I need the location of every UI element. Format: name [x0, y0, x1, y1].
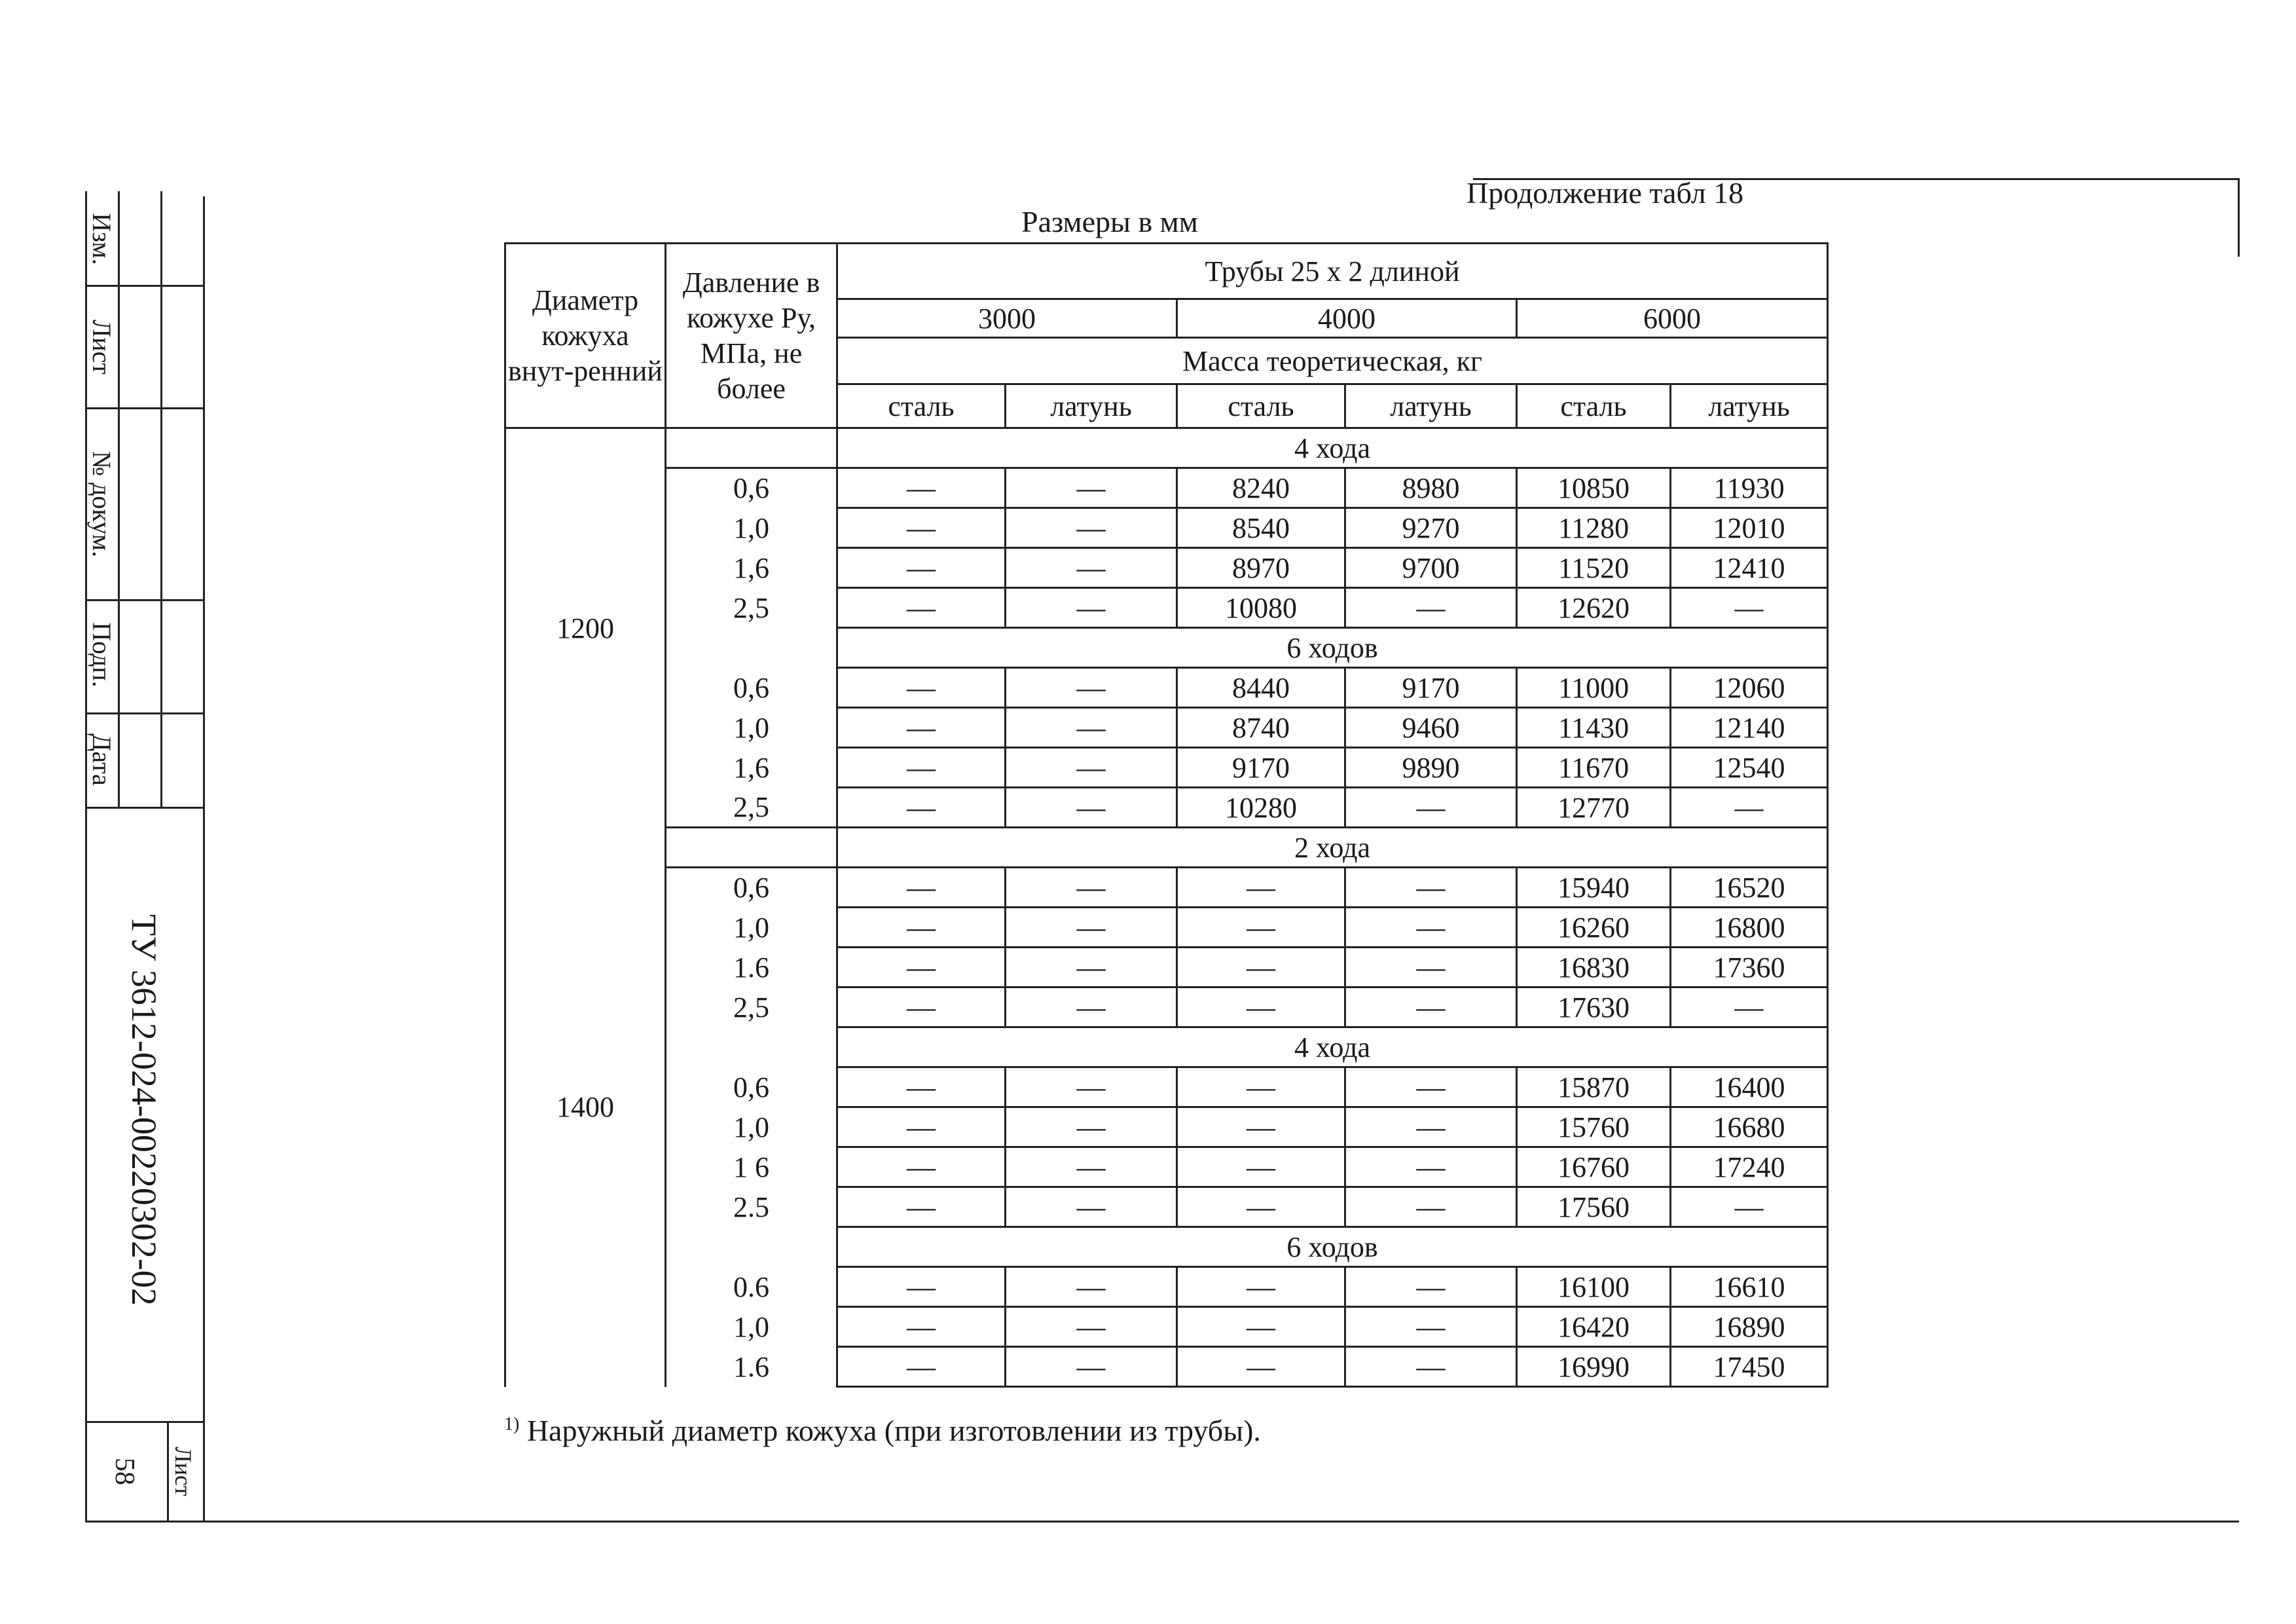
mass-cell: — [1006, 788, 1177, 828]
mass-cell: — [837, 548, 1006, 588]
mass-cell: 8970 [1177, 548, 1345, 588]
pressure-cell: 1 6 [666, 1147, 837, 1187]
table-row [505, 1067, 1828, 1107]
pressure-cell: 2,5 [666, 987, 837, 1027]
table-row [505, 508, 1828, 548]
stamp-date-label: Дата [87, 733, 117, 786]
pressure-cell: 2,5 [666, 588, 837, 628]
mass-table [504, 242, 1829, 1388]
mass-cell: 17560 [1517, 1187, 1671, 1227]
mass-cell: — [837, 708, 1006, 748]
pressure-cell: 1.6 [666, 1347, 837, 1387]
pressure-cell: 1.6 [666, 948, 837, 987]
mass-cell: 11670 [1517, 748, 1671, 788]
mass-cell: 10850 [1517, 468, 1671, 508]
mass-cell: — [1006, 1107, 1177, 1147]
mass-cell: — [1006, 948, 1177, 987]
shell-diameter-cell: 1200 [505, 428, 666, 828]
passes-label: 2 хода [837, 828, 1828, 868]
mass-cell: — [1177, 868, 1345, 908]
mass-cell: — [1006, 588, 1177, 628]
mass-cell: 17360 [1671, 948, 1828, 987]
mass-cell: — [1177, 1267, 1345, 1307]
table-row [505, 588, 1828, 628]
mass-cell: — [1345, 588, 1517, 628]
pressure-cell: 1,6 [666, 748, 837, 788]
mass-cell: 8540 [1177, 508, 1345, 548]
mass-cell: 15870 [1517, 1067, 1671, 1107]
pressure-cell: 0.6 [666, 1267, 837, 1307]
pressure-cell: 0,6 [666, 1067, 837, 1107]
mass-cell: — [837, 1067, 1006, 1107]
blank-cell [666, 628, 837, 668]
table-row [505, 468, 1828, 508]
mass-cell: 12620 [1517, 588, 1671, 628]
mass-cell: — [1345, 1267, 1517, 1307]
table-row [505, 1307, 1828, 1347]
mass-cell: 11000 [1517, 668, 1671, 708]
mass-cell: — [1006, 908, 1177, 948]
mass-cell: — [837, 668, 1006, 708]
mass-cell: — [1671, 987, 1828, 1027]
mass-cell: 16680 [1671, 1107, 1828, 1147]
mass-cell: 16990 [1517, 1347, 1671, 1387]
table-row [505, 708, 1828, 748]
mass-cell: — [1006, 668, 1177, 708]
material-header: латунь [1671, 384, 1828, 428]
column-header-tubes: Трубы 25 х 2 длиной [837, 244, 1828, 299]
mass-cell: — [1345, 987, 1517, 1027]
mass-cell: 12540 [1671, 748, 1828, 788]
mass-cell: 9890 [1345, 748, 1517, 788]
mass-cell: — [1345, 1347, 1517, 1387]
mass-cell: — [837, 1147, 1006, 1187]
mass-cell: — [1006, 508, 1177, 548]
mass-cell: — [1006, 548, 1177, 588]
pressure-cell: 1,0 [666, 508, 837, 548]
passes-label: 6 ходов [837, 628, 1828, 668]
mass-cell: 17450 [1671, 1347, 1828, 1387]
mass-cell: 15760 [1517, 1107, 1671, 1147]
mass-cell: 16520 [1671, 868, 1828, 908]
mass-cell: — [1177, 1347, 1345, 1387]
frame-right-line [2238, 178, 2240, 257]
table-row [505, 668, 1828, 708]
passes-group-row [505, 428, 1828, 468]
mass-cell: 9700 [1345, 548, 1517, 588]
table-row [505, 1107, 1828, 1147]
mass-cell: 16610 [1671, 1267, 1828, 1307]
mass-cell: — [1006, 1267, 1177, 1307]
pressure-cell: 1,0 [666, 1307, 837, 1347]
length-header-4000: 4000 [1177, 299, 1517, 338]
mass-cell: — [1006, 468, 1177, 508]
material-header: сталь [837, 384, 1006, 428]
mass-cell: 11280 [1517, 508, 1671, 548]
mass-cell: — [1345, 948, 1517, 987]
mass-cell: — [1177, 1147, 1345, 1187]
mass-cell: — [1006, 987, 1177, 1027]
mass-cell: 8740 [1177, 708, 1345, 748]
mass-cell: — [1177, 1307, 1345, 1347]
column-header-diameter: Диаметр кожуха внут-ренний [505, 244, 666, 428]
blank-cell [666, 828, 837, 868]
table-row [505, 908, 1828, 948]
mass-cell: 16400 [1671, 1067, 1828, 1107]
mass-cell: 11430 [1517, 708, 1671, 748]
mass-cell: 16100 [1517, 1267, 1671, 1307]
mass-cell: — [1006, 868, 1177, 908]
mass-cell: 12770 [1517, 788, 1671, 828]
mass-cell: — [837, 1107, 1006, 1147]
mass-cell: — [1006, 1067, 1177, 1107]
mass-cell: 10080 [1177, 588, 1345, 628]
passes-label: 6 ходов [837, 1227, 1828, 1267]
mass-cell: 10280 [1177, 788, 1345, 828]
mass-cell: — [837, 508, 1006, 548]
mass-cell: — [1006, 1187, 1177, 1227]
mass-cell: — [837, 1267, 1006, 1307]
mass-cell: 11930 [1671, 468, 1828, 508]
mass-cell: 8440 [1177, 668, 1345, 708]
mass-cell: — [1345, 1147, 1517, 1187]
shell-diameter-cell: 1400 [505, 828, 666, 1387]
mass-cell: 9170 [1345, 668, 1517, 708]
mass-cell: 16830 [1517, 948, 1671, 987]
mass-cell: 12060 [1671, 668, 1828, 708]
material-header: сталь [1517, 384, 1671, 428]
stamp-signature-label: Подп. [87, 622, 117, 688]
pressure-cell: 0,6 [666, 468, 837, 508]
mass-cell: — [1345, 1187, 1517, 1227]
mass-cell: — [837, 588, 1006, 628]
column-header-mass: Масса теоретическая, кг [837, 338, 1828, 384]
pressure-cell: 0,6 [666, 668, 837, 708]
mass-cell: — [1006, 1347, 1177, 1387]
mass-cell: — [1177, 987, 1345, 1027]
table-row [505, 788, 1828, 828]
mass-cell: — [837, 1187, 1006, 1227]
mass-cell: — [1177, 1107, 1345, 1147]
pressure-cell: 0,6 [666, 868, 837, 908]
sheet-label: Лист [170, 1447, 196, 1496]
mass-cell: — [837, 788, 1006, 828]
mass-cell: — [837, 1307, 1006, 1347]
length-header-3000: 3000 [837, 299, 1177, 338]
mass-cell: 9270 [1345, 508, 1517, 548]
material-header: латунь [1006, 384, 1177, 428]
table-row [505, 1187, 1828, 1227]
mass-cell: 11520 [1517, 548, 1671, 588]
mass-cell: 16890 [1671, 1307, 1828, 1347]
blank-cell [666, 428, 837, 468]
stamp-list-label: Лист [87, 320, 117, 375]
mass-cell: — [1345, 788, 1517, 828]
mass-cell: — [1006, 748, 1177, 788]
material-header: сталь [1177, 384, 1345, 428]
table-row [505, 1347, 1828, 1387]
pressure-cell: 2,5 [666, 788, 837, 828]
mass-cell: — [1345, 1107, 1517, 1147]
frame-bottom-line [85, 1521, 2239, 1522]
mass-cell: — [1671, 588, 1828, 628]
mass-cell: — [1671, 1187, 1828, 1227]
pressure-cell: 1,0 [666, 1107, 837, 1147]
table-body [505, 428, 1828, 1387]
mass-cell: — [837, 987, 1006, 1027]
mass-cell: 12140 [1671, 708, 1828, 748]
mass-cell: — [1345, 908, 1517, 948]
footnote [504, 1413, 1261, 1448]
mass-cell: 9460 [1345, 708, 1517, 748]
mass-cell: — [837, 868, 1006, 908]
mass-cell: — [1006, 1147, 1177, 1187]
stamp-izm-label: Изм. [87, 213, 117, 265]
pressure-cell: 2.5 [666, 1187, 837, 1227]
mass-cell: 15940 [1517, 868, 1671, 908]
mass-cell: — [837, 908, 1006, 948]
mass-cell: — [837, 468, 1006, 508]
mass-cell: — [1345, 1307, 1517, 1347]
mass-cell: 9170 [1177, 748, 1345, 788]
footnote-text: Наружный диаметр кожуха (при изготовлении из трубы). [519, 1414, 1261, 1447]
mass-cell: — [1177, 1067, 1345, 1107]
mass-cell: — [837, 948, 1006, 987]
footnote-marker: 1) [504, 1414, 520, 1435]
length-header-6000: 6000 [1517, 299, 1828, 338]
stamp-doc-no-label: № докум. [87, 451, 117, 558]
mass-cell: 8980 [1345, 468, 1517, 508]
mass-cell: — [1177, 1187, 1345, 1227]
passes-group-row [505, 828, 1828, 868]
material-header: латунь [1345, 384, 1517, 428]
table-row [505, 948, 1828, 987]
mass-cell: 17240 [1671, 1147, 1828, 1187]
mass-cell: — [1177, 908, 1345, 948]
passes-label: 4 хода [837, 1027, 1828, 1067]
passes-group-row [505, 1227, 1828, 1267]
passes-group-row [505, 1027, 1828, 1067]
mass-cell: 16260 [1517, 908, 1671, 948]
blank-cell [666, 1027, 837, 1067]
table-row [505, 748, 1828, 788]
table-row [505, 868, 1828, 908]
blank-cell [666, 1227, 837, 1267]
pressure-cell: 1,6 [666, 548, 837, 588]
table-row [505, 1267, 1828, 1307]
mass-cell: — [1345, 1067, 1517, 1107]
pressure-cell: 1,0 [666, 708, 837, 748]
mass-cell: — [1177, 948, 1345, 987]
mass-cell: 16760 [1517, 1147, 1671, 1187]
table-row [505, 1147, 1828, 1187]
pressure-cell: 1,0 [666, 908, 837, 948]
table-row [505, 548, 1828, 588]
mass-cell: 12410 [1671, 548, 1828, 588]
table-row [505, 987, 1828, 1027]
document-code: ТУ 3612-024-00220302-02 [124, 914, 164, 1306]
mass-cell: — [1671, 788, 1828, 828]
mass-cell: 16420 [1517, 1307, 1671, 1347]
table-continuation-title: Продолжение табл 18 [1467, 176, 1744, 210]
sheet-number: 58 [109, 1458, 139, 1485]
mass-cell: — [837, 748, 1006, 788]
mass-cell: 12010 [1671, 508, 1828, 548]
mass-cell: 16800 [1671, 908, 1828, 948]
passes-label: 4 хода [837, 428, 1828, 468]
mass-cell: — [1345, 868, 1517, 908]
mass-cell: — [1006, 708, 1177, 748]
mass-cell: 8240 [1177, 468, 1345, 508]
mass-cell: 17630 [1517, 987, 1671, 1027]
passes-group-row [505, 628, 1828, 668]
units-caption: Размеры в мм [1021, 205, 1198, 238]
mass-cell: — [837, 1347, 1006, 1387]
column-header-pressure: Давление в кожухе Ру, МПа, не более [666, 244, 837, 428]
mass-cell: — [1006, 1307, 1177, 1347]
